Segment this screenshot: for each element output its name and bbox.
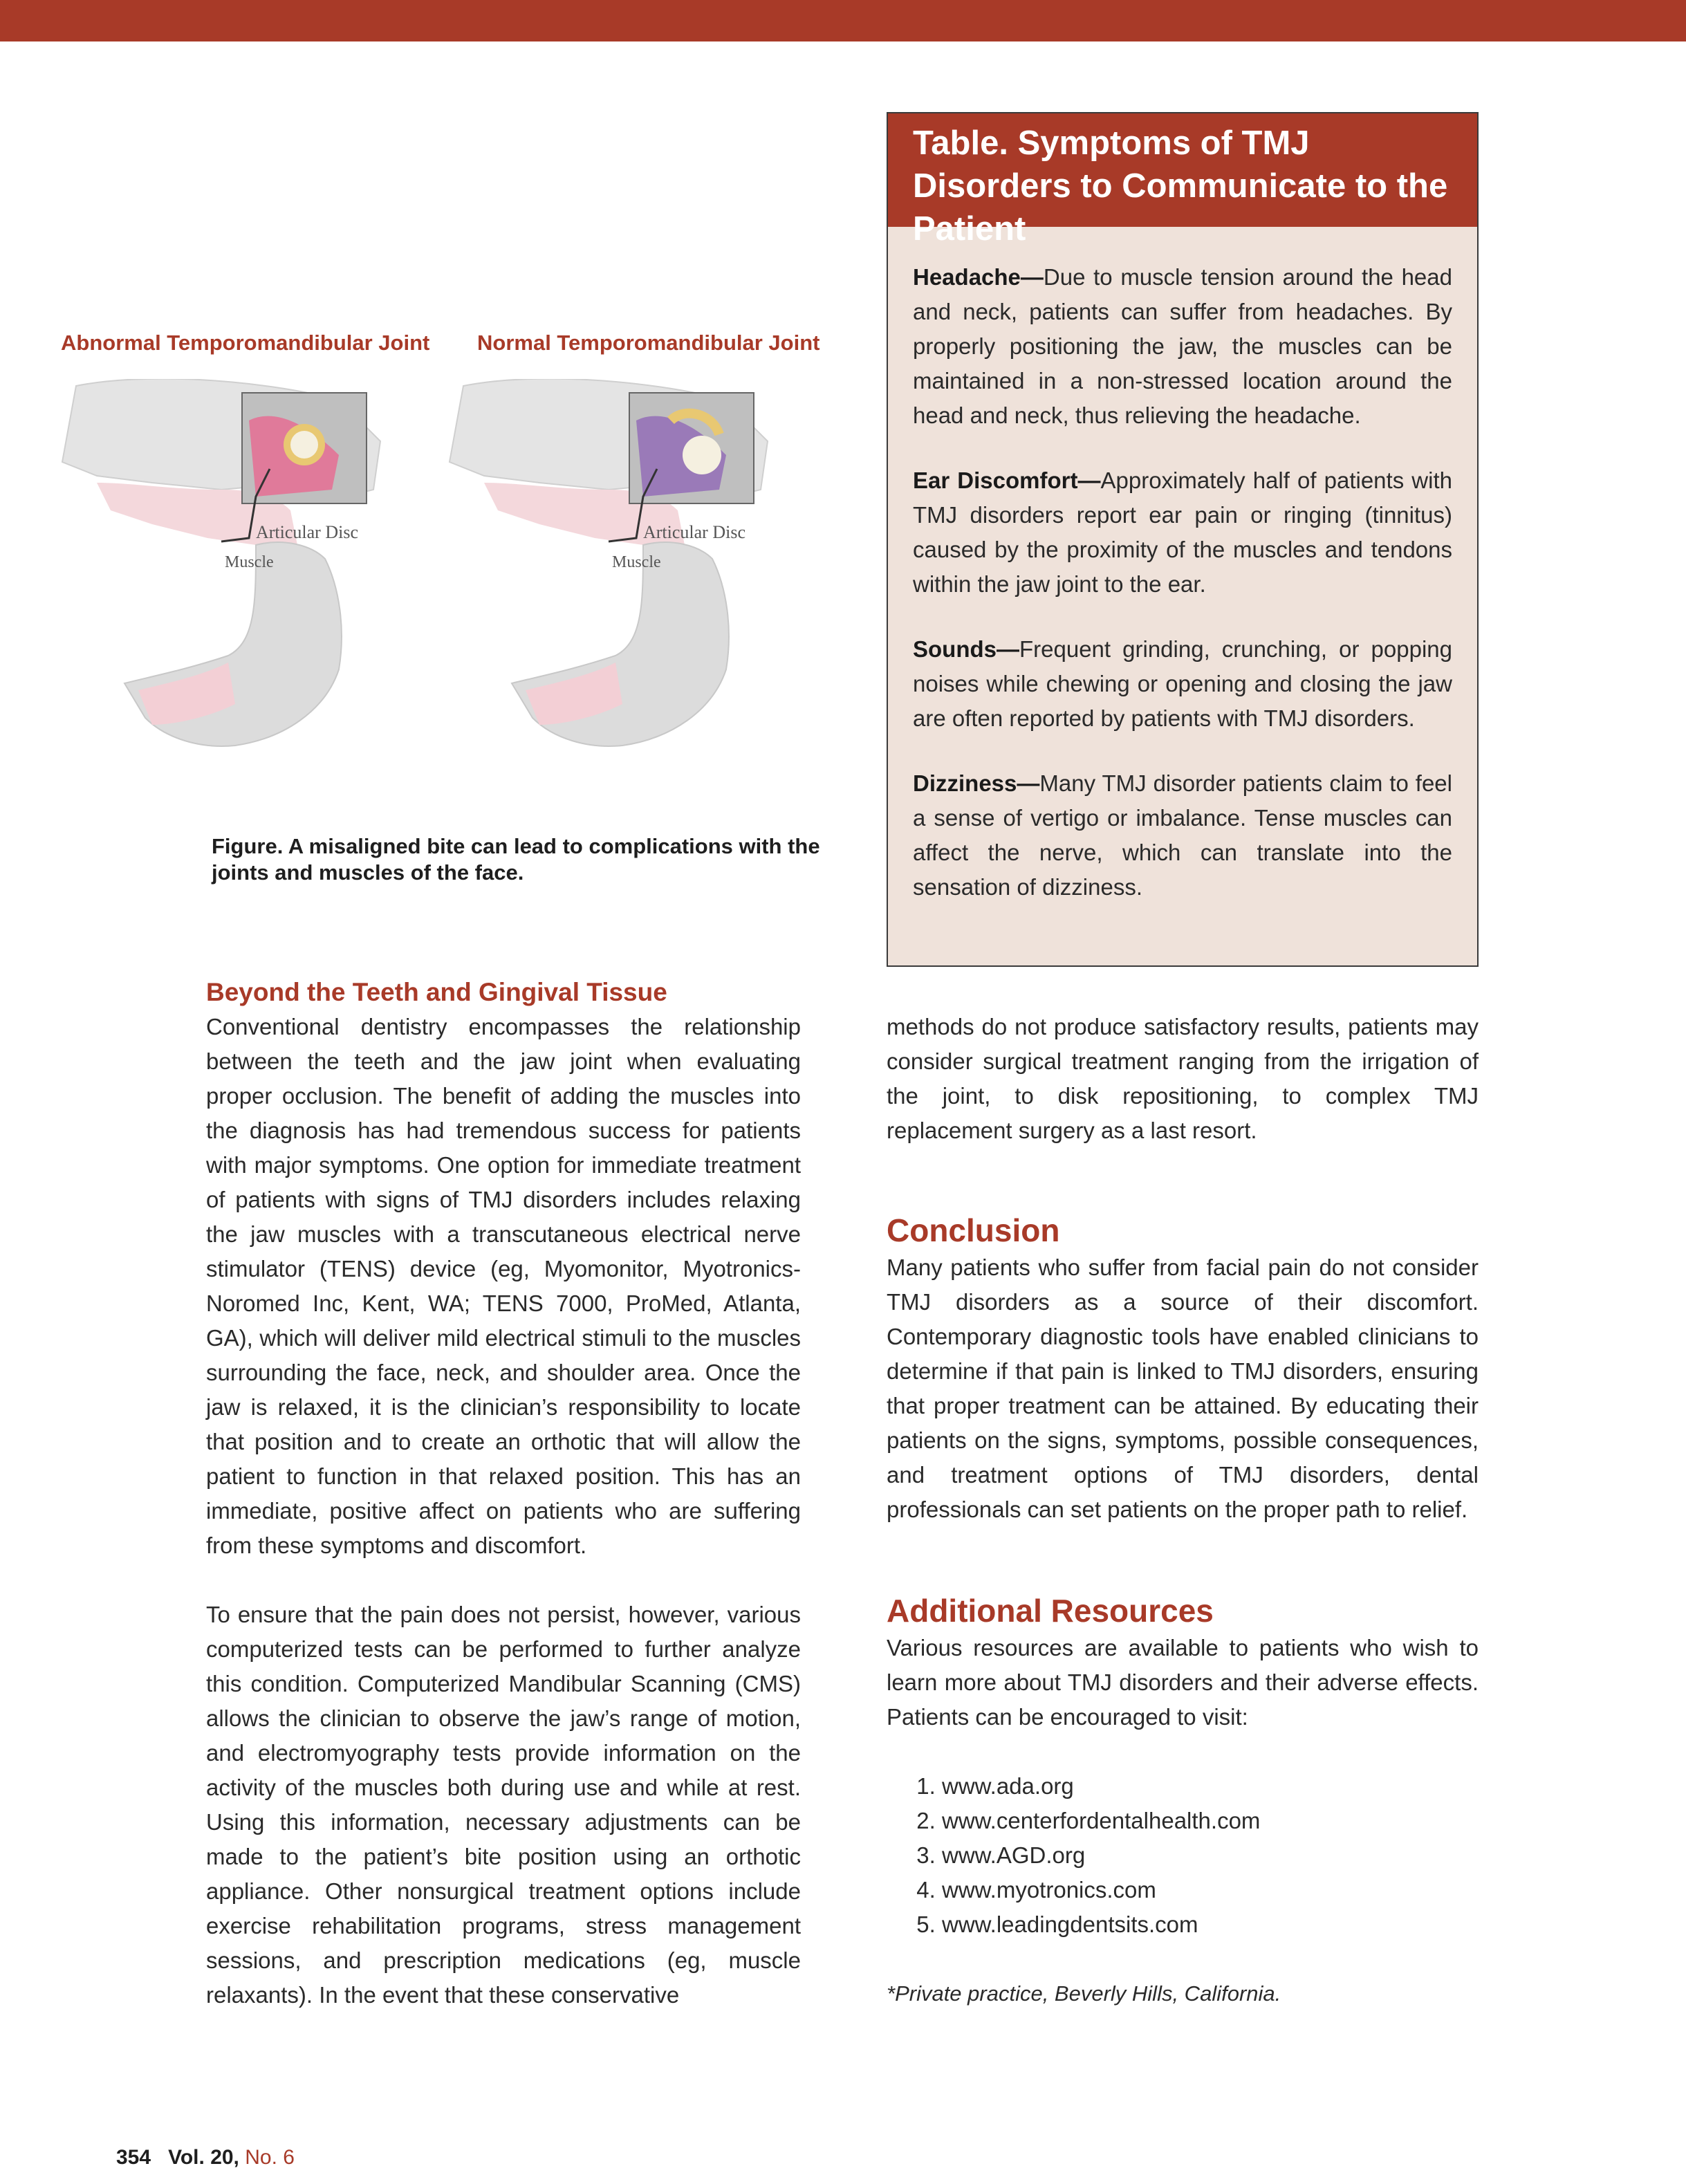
resource-link[interactable]: 4. www.myotronics.com — [942, 1873, 1479, 1907]
articular-disc-label: Articular Disc — [256, 522, 359, 542]
paragraph: Conventional dentistry encompasses the relationship between the teeth and the jaw joint when evaluating proper occlusion. The benefit of adding the muscles into the diagnosis has had tremendous success for patients with major symptoms. One option for immediate treatment of patients with signs of TMJ disorders includes relaxing the jaw muscles with a transcutaneous electrical nerve stimulator (TENS) device (eg, Myomonitor, Myotronics-Noromed Inc, Kent, WA; TENS 7000, ProMed, Atlanta, GA), which will deliver mild electrical stimuli to the muscles surrounding the face, neck, and shoulder area. Once the jaw is relaxed, it is the clinician’s responsibility to locate that position and to create an orthotic that will allow the patient to function in that relaxed position. This has an immediate, positive affect on patients who are suffering from these symptoms and discomfort. — [206, 1014, 801, 1558]
table-item-text: Frequent grinding, crunching, or popping noises while chewing or opening and closing the jaw are often reported by patients with TMJ disorders. — [913, 636, 1452, 731]
resource-link[interactable]: 2. www.centerfordentalhealth.com — [942, 1804, 1479, 1838]
table-item-dizziness — [913, 766, 1452, 905]
table-item-term: Headache— — [913, 264, 1044, 290]
paragraph: To ensure that the pain does not persist, however, various computerized tests can be performed to further analyze this condition. Computerized Mandibular Scanning (CMS) allows the clinician to observe the jaw’s range of motion, and electromyography tests provide information on the activity of the muscles both during use and while at rest. Using this information, necessary adjustments can be made to the patient’s bite position using an orthotic appliance. Other nonsurgical treatment options include exercise rehabilitation programs, stress management sessions, and prescription medications (eg, muscle relaxants). In the event that these conservative — [206, 1602, 801, 2008]
table-title: Table. Symptoms of TMJ Disorders to Communicate to the Patient — [888, 113, 1477, 227]
top-color-bar — [0, 0, 1686, 41]
resource-link[interactable]: 1. www.ada.org — [942, 1769, 1479, 1804]
figure-label-normal: Normal Temporomandibular Joint — [477, 331, 820, 355]
table-item-headache — [913, 260, 1452, 433]
paragraph: Various resources are available to patients who wish to learn more about TMJ disorders and their adverse effects. Patients can be encouraged to visit: — [887, 1635, 1479, 1730]
muscle-label: Muscle — [225, 553, 274, 571]
table-item-text: Many TMJ disorder patients claim to feel a sense of vertigo or imbalance. Tense muscles can affect the nerve, which can translate into the sensation of dizziness. — [913, 770, 1452, 900]
left-column — [206, 975, 801, 2012]
table-item-ear-discomfort — [913, 463, 1452, 602]
figure-caption: Figure. A misaligned bite can lead to complications with the joints and muscles of the face. — [212, 834, 820, 885]
table-item-term: Ear Discomfort— — [913, 468, 1101, 493]
paragraph: Many patients who suffer from facial pain do not consider TMJ disorders as a source of their discomfort. Contemporary diagnostic tools have enabled clinicians to determine if that pain is linked to TMJ disorders, ensuring that proper treatment can be attained. By educating their patients on the signs, symptoms, possible consequences, and treatment options of TMJ disorders, dental professionals can set patients on the proper path to relief. — [887, 1255, 1479, 1522]
table-item-term: Sounds— — [913, 636, 1019, 662]
section-heading-conclusion: Conclusion — [887, 1212, 1060, 1248]
table-body — [888, 227, 1477, 905]
resource-link[interactable]: 5. www.leadingdentsits.com — [942, 1907, 1479, 1942]
table-item-text: Due to muscle tension around the head and neck, patients can suffer from headaches. By properly positioning the jaw, the muscles can be maintained in a non-stressed location around the head and neck, thus relieving the headache. — [913, 264, 1452, 428]
page-folio — [116, 2146, 295, 2169]
normal-jaw-illustration — [436, 379, 823, 766]
issue-number: No. 6 — [245, 2146, 295, 2169]
right-column — [887, 1010, 1479, 2011]
resources-list — [887, 1769, 1479, 1942]
page-number: 354 — [116, 2146, 151, 2169]
section-heading-beyond-teeth: Beyond the Teeth and Gingival Tissue — [206, 978, 667, 1006]
resource-link[interactable]: 3. www.AGD.org — [942, 1838, 1479, 1873]
author-note: *Private practice, Beverly Hills, California. — [887, 1981, 1281, 2006]
table-item-text: Approximately half of patients with TMJ disorders report ear pain or ringing (tinnitus) caused by the proximity of the muscles and tendons within the jaw joint to the ear. — [913, 468, 1452, 597]
figure-label-abnormal: Abnormal Temporomandibular Joint — [61, 331, 430, 355]
abnormal-jaw-illustration — [48, 379, 436, 766]
section-heading-additional-resources: Additional Resources — [887, 1593, 1214, 1629]
paragraph: methods do not produce satisfactory results, patients may consider surgical treatment ranging from the irrigation of the joint, to disk repositioning, to complex TMJ replacement surgery as a last resort. — [887, 1014, 1479, 1143]
table-item-sounds — [913, 632, 1452, 736]
muscle-label: Muscle — [612, 553, 661, 571]
symptoms-table — [887, 112, 1479, 967]
articular-disc-label: Articular Disc — [643, 522, 746, 542]
volume: Vol. 20, — [168, 2146, 239, 2169]
table-item-term: Dizziness— — [913, 770, 1040, 796]
